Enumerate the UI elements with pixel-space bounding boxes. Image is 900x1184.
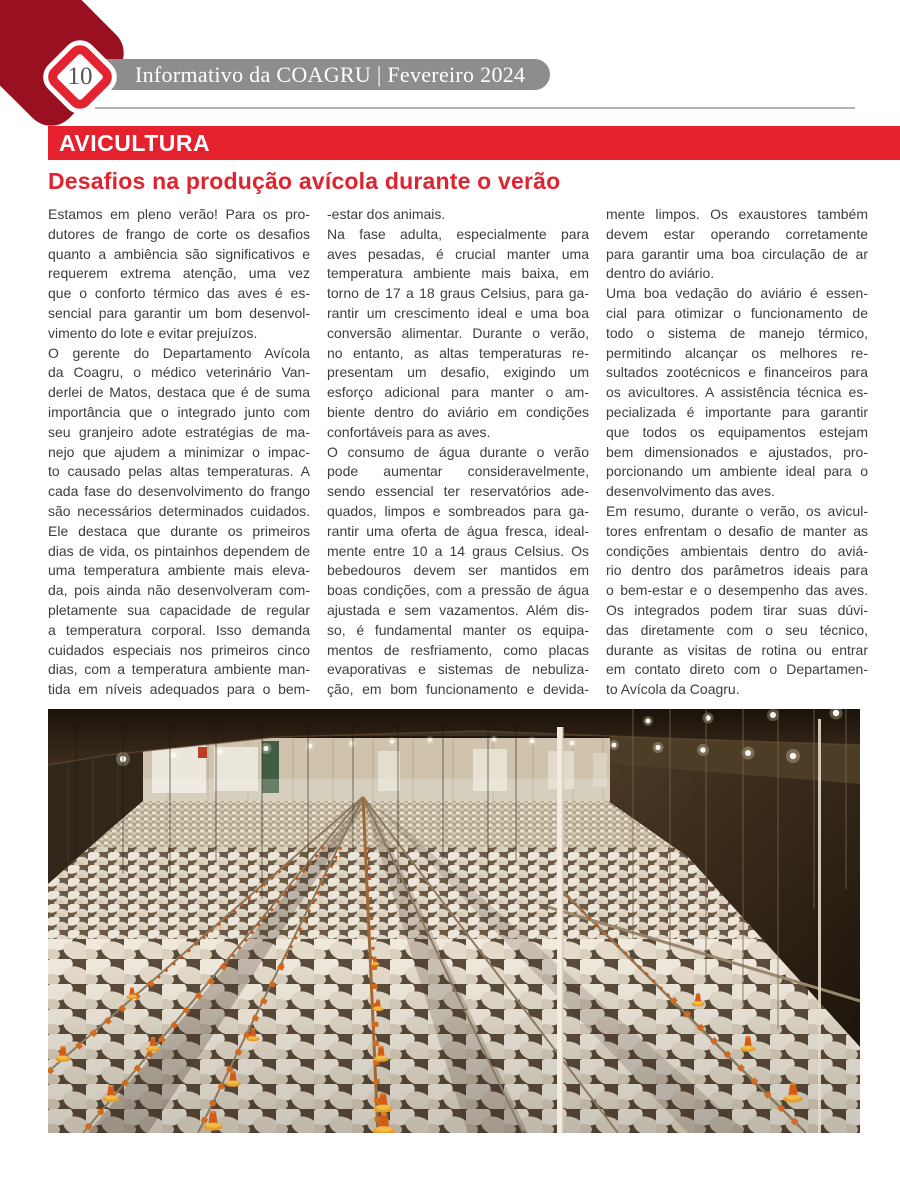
text-line: O consumo de água durante o verão [327,443,589,460]
text-line: uma temperatura ambiente mais eleva- [48,562,310,579]
text-line: sendo essencial ter reservatórios ade- [327,483,589,500]
text-line: das diretamente com o seu técnico, [606,621,868,638]
text-line: quanto a ambiência são significativos e [48,245,310,262]
article-column-3 [606,205,868,700]
text-line: conversão alimentar. Durante o verão, [327,324,589,341]
text-line: mente limpos. Os exaustores também [606,206,868,222]
text-line: -estar dos animais. [327,206,446,222]
header-rule [95,107,855,109]
section-banner [48,126,900,160]
text-line: porcionando um ambiente ideal para o [606,463,868,480]
text-line: desenvolvimento das aves. [606,483,775,500]
text-line: rio dentro dos parâmetros ideais para [606,562,868,579]
text-line: to Avícola da Coagru. [606,681,740,698]
text-line: torno de 17 a 18 graus Celsius, para ga- [327,285,589,302]
text-line: pode aumentar consideravelmente, [327,463,589,480]
text-line: quados, limpos e sombreados para ga- [327,502,589,519]
photo-tint [48,709,860,1133]
text-line: no entanto, as altas temperaturas re- [327,344,589,361]
text-line: cial para otimizar o funcionamento de [606,304,868,321]
text-line: Uma boa vedação do aviário é essen- [606,285,868,302]
header-title: Informativo da COAGRU | Fevereiro 2024 [135,61,526,87]
text-line: a temperatura corporal. Isso demanda [48,621,310,638]
text-line: to causado pelas altas temperaturas. A [48,463,310,480]
text-line: em contato direto com o Departamen- [606,661,868,678]
text-line: aves pesadas, é crucial manter uma [327,245,589,262]
text-line: dentro do aviário. [606,265,715,282]
text-line: Na fase adulta, especialmente para [327,225,589,242]
text-line: mente entre 10 a 14 graus Celsius. Os [327,542,589,559]
text-line: boas condições, com a pressão de água [327,582,589,599]
text-line: derlei de Matos, destaca que é de suma [48,384,310,401]
text-line: durante as visitas de rotina ou entrar [606,641,868,658]
text-line: Em resumo, durante o verão, os avicul- [606,502,868,519]
article-body [48,205,868,700]
text-line: sencial para garantir um bom desenvol- [48,304,310,321]
text-line: confortáveis para as aves. [327,423,491,440]
header-bar [93,59,550,90]
article-column-1 [48,205,310,700]
text-line: pletamente sua capacidade de regular [48,601,310,618]
text-line: mentos de resfriamento, como placas [327,641,589,658]
text-line: da Coagru, o médico veterinário Van- [48,364,310,381]
article-column-2 [327,205,589,700]
text-line: O gerente do Departamento Avícola [48,344,310,361]
text-line: o bem-estar e o desempenho das aves. [606,582,868,599]
text-line: presentam um desafio, exigindo um [327,364,589,381]
text-line: evaporativas e sistemas de nebuliza- [327,661,589,678]
text-line: sultados zootécnicos e financeiros para [606,364,868,381]
text-line: condições ambientais dentro do aviá- [606,542,868,559]
page-number: 10 [67,63,93,90]
poultry-barn-photo [48,709,860,1133]
text-line: rantir um crescimento ideal e uma boa [327,304,589,321]
headline: Desafios na produção avícola durante o verão [48,168,561,194]
text-line: dias de vida, os pintainhos dependem de [48,542,310,559]
text-line: que o conforto térmico das aves é es- [48,285,310,302]
text-line: biente dentro do aviário em condições [327,403,589,420]
text-line: bebedouros devem ser mantidos em [327,562,589,579]
text-line: bem dimensionados e ajustados, pro- [606,443,868,460]
text-line: esforço adicional para manter o am- [327,384,589,401]
text-line: Estamos em pleno verão! Para os pro- [48,206,310,222]
text-line: ajustada e sem vazamentos. Além dis- [327,601,589,618]
text-line: devem estar operando corretamente [606,225,868,242]
text-line: nejo que ajudem a minimizar o impac- [48,443,310,460]
text-line: tores enfrentam o desafio de manter as [606,522,868,539]
section-banner-label: AVICULTURA [59,129,211,156]
text-line: tida em níveis adequados para o bem- [48,681,310,698]
text-line: são necessários determinados cuidados. [48,502,310,519]
text-line: ção, em bom funcionamento e devida- [327,681,589,698]
text-line: requerem extrema atenção, uma vez [48,265,310,282]
text-line: dutores de frango de corte os desafios [48,225,310,242]
text-line: cada fase do desenvolvimento do frango [48,483,310,500]
text-line: permitindo alcançar os melhores re- [606,344,868,361]
text-line: rantir uma oferta de água fresca, ideal- [327,522,589,539]
text-line: dias, com a temperatura ambiente man- [48,661,310,678]
text-line: Ele destaca que durante os primeiros [48,522,310,539]
text-line: temperatura ambiente mais baixa, em [327,265,589,282]
text-line: pecializada é importante para garantir [606,403,868,420]
text-line: importância que o integrado junto com [48,403,310,420]
text-line: os avicultores. A assistência técnica es- [606,384,868,401]
text-line: seu granjeiro adote estratégias de ma- [48,423,310,440]
text-line: que todos os equipamentos estejam [606,423,868,440]
text-line: cuidados especiais nos primeiros cinco [48,641,310,658]
text-line: vimento do lote e evitar prejuízos. [48,324,258,341]
text-line: Os integrados podem tirar suas dúvi- [606,601,868,618]
text-line: so, é fundamental manter os equipa- [327,621,589,638]
text-line: da, pois ainda não desenvolveram com- [48,582,310,599]
text-line: para garantir uma boa circulação de ar [606,245,868,262]
text-line: todo o sistema de manejo térmico, [606,324,868,341]
